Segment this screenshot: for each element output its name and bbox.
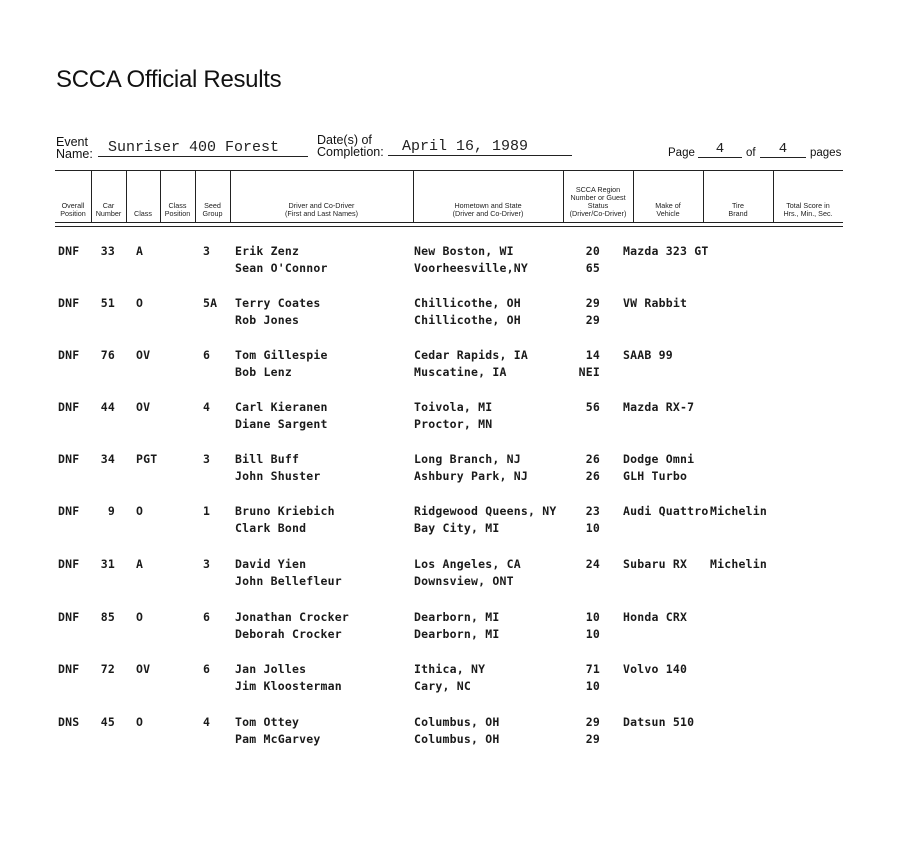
- driver-hometown: Los Angeles, CA: [414, 557, 521, 571]
- overall-position: DNF: [58, 244, 80, 258]
- codriver-hometown: Dearborn, MI: [414, 627, 500, 641]
- driver-hometown: Dearborn, MI: [414, 610, 500, 624]
- vehicle-make: SAAB 99: [623, 348, 673, 362]
- vehicle-make: Honda CRX: [623, 610, 688, 624]
- class: OV: [136, 348, 151, 362]
- codriver-name: Diane Sargent: [235, 417, 328, 431]
- header-line: Seed: [204, 201, 221, 210]
- header-line: Class: [168, 201, 187, 210]
- driver-hometown: Cedar Rapids, IA: [414, 348, 528, 362]
- vehicle-make: VW Rabbit: [623, 296, 688, 310]
- vehicle-make: Subaru RX: [623, 557, 688, 571]
- driver-hometown: Columbus, OH: [414, 715, 500, 729]
- codriver-region: 29: [585, 732, 600, 746]
- seed-group: 3: [203, 244, 211, 258]
- date-label-line1: Date(s) of: [317, 133, 372, 147]
- seed-group: 5A: [203, 296, 218, 310]
- overall-position: DNF: [58, 296, 80, 310]
- codriver-region: 10: [585, 679, 600, 693]
- table-row: [0, 661, 900, 697]
- driver-region: 14: [585, 348, 600, 362]
- header-line: Class: [134, 209, 152, 218]
- overall-position: DNS: [58, 715, 80, 729]
- vehicle-make: Mazda RX-7: [623, 400, 695, 414]
- seed-group: 6: [203, 610, 211, 624]
- header-line: Position: [164, 209, 191, 218]
- seed-group: 3: [203, 452, 211, 466]
- table-row: [0, 556, 900, 592]
- header-line: Total Score in: [786, 201, 830, 210]
- codriver-name: Deborah Crocker: [235, 627, 342, 641]
- header-line: Tire: [731, 201, 745, 210]
- table-row: [0, 399, 900, 435]
- codriver-hometown: Downsview, ONT: [414, 574, 514, 588]
- driver-region: 20: [585, 244, 600, 258]
- car-number: 51: [100, 296, 115, 310]
- header-line: Hrs., Min., Sec.: [783, 209, 833, 218]
- column-header-class-position: [160, 171, 195, 222]
- driver-name: David Yien: [235, 557, 307, 571]
- header-line: Brand: [728, 209, 748, 218]
- car-number: 31: [100, 557, 115, 571]
- overall-position: DNF: [58, 348, 80, 362]
- driver-hometown: Ridgewood Queens, NY: [414, 504, 557, 518]
- codriver-name: Bob Lenz: [235, 365, 292, 379]
- codriver-name: John Bellefleur: [235, 574, 342, 588]
- results-table-header: [55, 170, 843, 223]
- driver-region: 71: [585, 662, 600, 676]
- class: O: [136, 610, 144, 624]
- seed-group: 1: [203, 504, 211, 518]
- header-line: Number: [95, 209, 122, 218]
- overall-position: DNF: [58, 557, 80, 571]
- codriver-name: Sean O'Connor: [235, 261, 328, 275]
- header-line: Position: [60, 209, 86, 218]
- header-line: Driver and Co-Driver: [288, 201, 355, 210]
- seed-group: 6: [203, 348, 211, 362]
- overall-position: DNF: [58, 610, 80, 624]
- header-line: Overall: [61, 201, 85, 210]
- header-line: SCCA Region Number or Guest Status: [570, 185, 626, 210]
- header-line: (Driver/Co-Driver): [569, 209, 627, 218]
- seed-group: 4: [203, 715, 211, 729]
- class: A: [136, 557, 144, 571]
- driver-region: 26: [585, 452, 600, 466]
- completion-date-field: April 16, 1989: [388, 139, 572, 156]
- codriver-hometown: Ashbury Park, NJ: [414, 469, 528, 483]
- vehicle-make: Volvo 140: [623, 662, 688, 676]
- driver-hometown: Chillicothe, OH: [414, 296, 521, 310]
- codriver-name: Clark Bond: [235, 521, 307, 535]
- class: O: [136, 296, 144, 310]
- tire-brand: Michelin: [710, 504, 767, 518]
- driver-name: Terry Coates: [235, 296, 321, 310]
- seed-group: 3: [203, 557, 211, 571]
- page-label: Page: [668, 147, 695, 159]
- column-header-seed-group: [195, 171, 230, 222]
- driver-hometown: Toivola, MI: [414, 400, 493, 414]
- codriver-region: 10: [585, 627, 600, 641]
- column-header-make: [633, 171, 703, 222]
- table-row: [0, 714, 900, 750]
- codriver-hometown: Voorheesville,NY: [414, 261, 528, 275]
- table-row: [0, 451, 900, 487]
- class: PGT: [136, 452, 158, 466]
- column-header-car-number: [91, 171, 126, 222]
- completion-date-label: [317, 134, 384, 158]
- driver-hometown: Long Branch, NJ: [414, 452, 521, 466]
- event-name-field: Sunriser 400 Forest: [98, 140, 308, 157]
- codriver-region: 10: [585, 521, 600, 535]
- tire-brand: Michelin: [710, 557, 767, 571]
- driver-region: 29: [585, 296, 600, 310]
- pages-label: pages: [810, 147, 842, 159]
- codriver-region: 65: [585, 261, 600, 275]
- vehicle-make: Audi Quattro: [623, 504, 709, 518]
- seed-group: 4: [203, 400, 211, 414]
- codriver-region: NEI: [578, 365, 600, 379]
- car-number: 34: [100, 452, 115, 466]
- column-header-driver: [230, 171, 413, 222]
- event-name-label-line1: Event: [56, 135, 88, 149]
- class: A: [136, 244, 144, 258]
- column-header-class: [126, 171, 160, 222]
- driver-name: Jan Jolles: [235, 662, 307, 676]
- table-row: [0, 609, 900, 645]
- table-row: [0, 243, 900, 279]
- table-row: [0, 347, 900, 383]
- overall-position: DNF: [58, 400, 80, 414]
- header-line: Make of: [655, 201, 681, 210]
- driver-region: 23: [585, 504, 600, 518]
- event-name-label: [56, 136, 93, 160]
- column-header-score: [773, 171, 843, 222]
- driver-region: 29: [585, 715, 600, 729]
- car-number: 72: [100, 662, 115, 676]
- driver-name: Bill Buff: [235, 452, 300, 466]
- car-number: 85: [100, 610, 115, 624]
- codriver-hometown: Bay City, MI: [414, 521, 500, 535]
- codriver-region: 29: [585, 313, 600, 327]
- codriver-hometown: Columbus, OH: [414, 732, 500, 746]
- vehicle-make: Mazda 323 GT: [623, 244, 709, 258]
- event-name-label-line2: Name:: [56, 147, 93, 161]
- class: O: [136, 504, 144, 518]
- car-number: 44: [100, 400, 115, 414]
- column-header-hometown: [413, 171, 563, 222]
- driver-name: Erik Zenz: [235, 244, 300, 258]
- class: OV: [136, 662, 151, 676]
- codriver-region: 26: [585, 469, 600, 483]
- seed-group: 6: [203, 662, 211, 676]
- driver-name: Carl Kieranen: [235, 400, 328, 414]
- driver-region: 10: [585, 610, 600, 624]
- column-header-tire: [703, 171, 773, 222]
- class: OV: [136, 400, 151, 414]
- driver-hometown: New Boston, WI: [414, 244, 514, 258]
- vehicle-make: Dodge Omni: [623, 452, 695, 466]
- column-header-region: [563, 171, 633, 222]
- car-number: 76: [100, 348, 115, 362]
- page-number-field: 4: [698, 141, 742, 158]
- column-header-overall-position: [55, 171, 91, 222]
- page-title: SCCA Official Results: [56, 66, 282, 93]
- driver-name: Tom Ottey: [235, 715, 300, 729]
- header-line: Hometown and State: [454, 201, 522, 210]
- codriver-name: John Shuster: [235, 469, 321, 483]
- car-number: 45: [100, 715, 115, 729]
- of-label: of: [746, 147, 756, 159]
- codriver-hometown: Chillicothe, OH: [414, 313, 521, 327]
- driver-region: 56: [585, 400, 600, 414]
- overall-position: DNF: [58, 504, 80, 518]
- header-line: Car: [102, 201, 115, 210]
- driver-region: 24: [585, 557, 600, 571]
- class: O: [136, 715, 144, 729]
- driver-name: Tom Gillespie: [235, 348, 328, 362]
- table-row: [0, 503, 900, 539]
- overall-position: DNF: [58, 662, 80, 676]
- header-line: (Driver and Co-Driver): [452, 209, 524, 218]
- header-line: Vehicle: [656, 209, 680, 218]
- codriver-hometown: Muscatine, IA: [414, 365, 507, 379]
- codriver-name: Pam McGarvey: [235, 732, 321, 746]
- driver-name: Bruno Kriebich: [235, 504, 335, 518]
- driver-hometown: Ithica, NY: [414, 662, 486, 676]
- codriver-hometown: Proctor, MN: [414, 417, 493, 431]
- codriver-name: Rob Jones: [235, 313, 300, 327]
- overall-position: DNF: [58, 452, 80, 466]
- total-pages-field: 4: [760, 141, 806, 158]
- codriver-name: Jim Kloosterman: [235, 679, 342, 693]
- driver-name: Jonathan Crocker: [235, 610, 349, 624]
- header-double-rule: [55, 226, 843, 227]
- table-row: [0, 295, 900, 331]
- vehicle-make-line2: GLH Turbo: [623, 469, 688, 483]
- header-line: (First and Last Names): [284, 209, 359, 218]
- car-number: 9: [107, 504, 115, 518]
- header-line: Group: [202, 209, 223, 218]
- date-label-line2: Completion:: [317, 145, 384, 159]
- codriver-hometown: Cary, NC: [414, 679, 471, 693]
- vehicle-make: Datsun 510: [623, 715, 695, 729]
- car-number: 33: [100, 244, 115, 258]
